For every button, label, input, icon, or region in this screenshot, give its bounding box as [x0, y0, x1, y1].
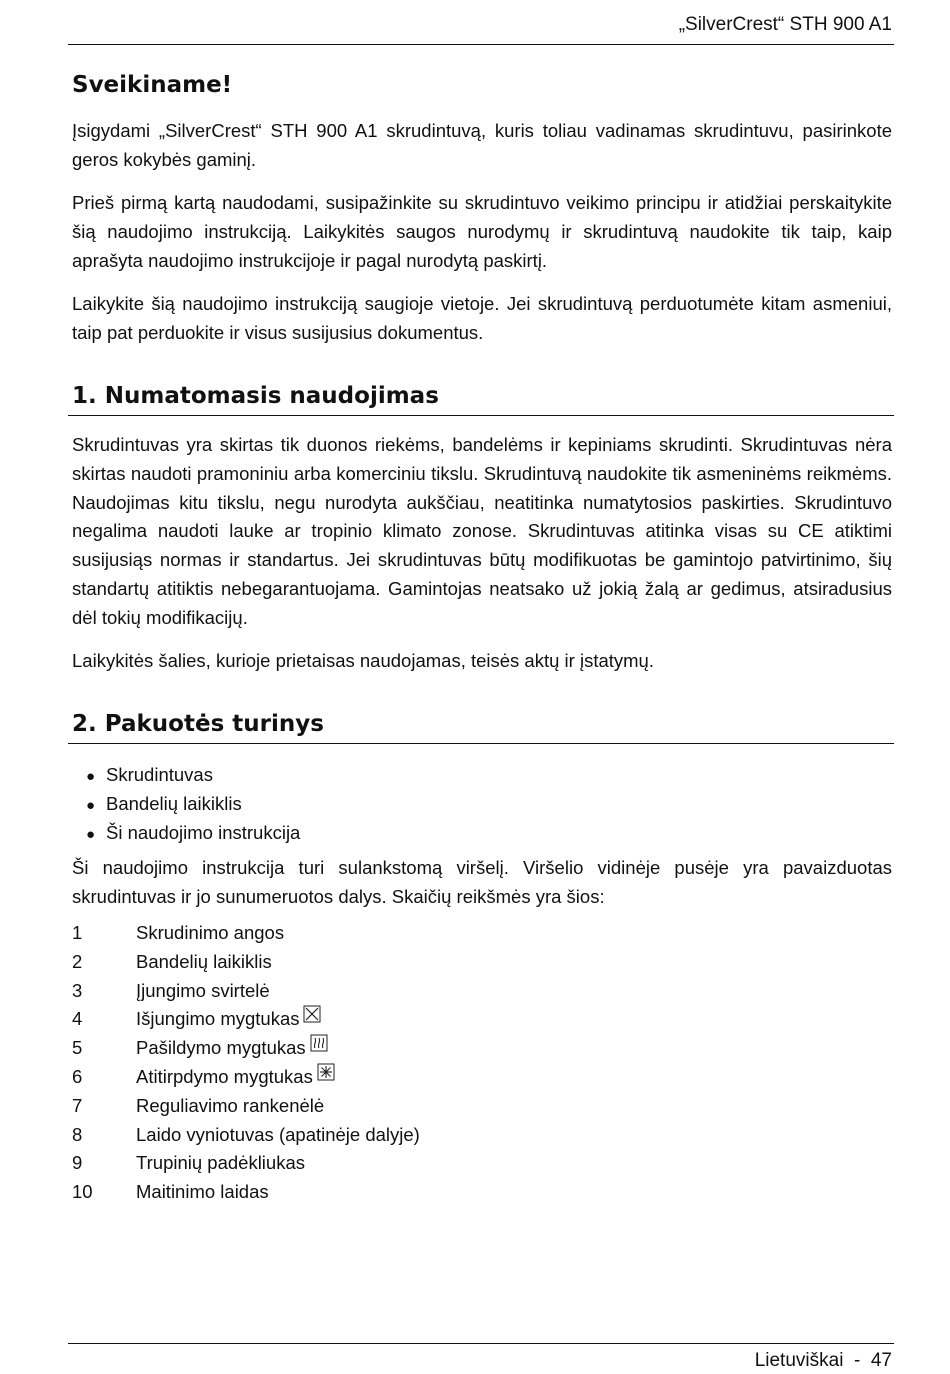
intro-paragraph-1: Įsigydami „SilverCrest“ STH 900 A1 skrudintuvą, kuris toliau vadinamas skrudintuvu, pasirinkote geros kokybės gaminį.	[72, 120, 892, 170]
part-number: 5	[72, 1037, 83, 1059]
bullet-icon: ●	[86, 768, 96, 785]
parts-list-item	[72, 1121, 420, 1150]
part-number: 2	[72, 950, 83, 972]
cancel-x-icon	[303, 1005, 321, 1023]
package-contents-list	[86, 760, 300, 847]
section-2-paragraph: Ši naudojimo instrukcija turi sulankstomą viršelį. Viršelio vidinėje pusėje yra pavaizduotas skrudintuvas ir jo sunumeruotos dalys. Skaičių reikšmės yra šios:	[72, 857, 892, 907]
defrost-snowflake-icon	[317, 1063, 335, 1081]
parts-list-item	[72, 1005, 420, 1034]
part-label: Atitirpdymo mygtukas	[136, 1065, 313, 1087]
list-item	[86, 818, 300, 847]
section-1-title: 1. Numatomasis naudojimas	[72, 383, 439, 409]
parts-list-item	[72, 1092, 420, 1121]
reheat-icon	[310, 1034, 328, 1052]
list-item	[86, 789, 300, 818]
part-label: Išjungimo mygtukas	[136, 1008, 300, 1030]
part-label: Įjungimo svirtelė	[136, 979, 270, 1001]
footer-rule	[68, 1343, 894, 1344]
intro-paragraph-3: Laikykite šią naudojimo instrukciją saugioje vietoje. Jei skrudintuvą perduotumėte kitam asmeniui, taip pat perduokite ir visus susijusius dokumentus.	[72, 293, 892, 343]
part-number: 8	[72, 1123, 83, 1145]
part-number: 9	[72, 1152, 83, 1174]
parts-list-item	[72, 1149, 420, 1178]
parts-list-item	[72, 919, 420, 948]
part-label: Skrudinimo angos	[136, 922, 285, 943]
section-1-rule	[68, 415, 894, 416]
part-label: Trupinių padėkliukas	[136, 1152, 305, 1174]
part-number: 4	[72, 1008, 83, 1030]
part-number: 1	[72, 922, 83, 943]
part-number: 3	[72, 979, 83, 1001]
list-item-label: Skrudintuvas	[106, 764, 213, 785]
section-1-paragraph-2: Laikykitės šalies, kurioje prietaisas naudojamas, teisės aktų ir įstatymų.	[72, 650, 654, 671]
parts-list-item	[72, 1034, 420, 1063]
part-label: Reguliavimo rankenėlė	[136, 1094, 325, 1116]
intro-title: Sveikiname!	[72, 72, 233, 98]
bullet-icon: ●	[86, 797, 96, 814]
section-1-paragraph-1: Skrudintuvas yra skirtas tik duonos riekėms, bandelėms ir kepiniams skrudinti. Skrudintuvas nėra skirtas naudoti pramoniniu arba komerciniu tikslu. Skrudintuvą naudokite tik asmeninėms reikmėms. Naudojimas kitu tikslu, negu nurodyta aukščiau, neatitinka numatytosios paskirties. Skrudintuvo negalima naudoti lauke ar tropinio klimato zonose. Skrudintuvas atitinka visas su CE atiktimi susijusiąs normas ir standartus. Jei skrudintuvas būtų modifikuotas be gamintojo patvirtinimo, šių standartų atitiktis nebegarantuojama. Gamintojas neatsako už jokią žalą ar gedimus, atsiradusius dėl tokių modifikacijų.	[72, 434, 892, 628]
bullet-icon: ●	[86, 826, 96, 843]
part-number: 6	[72, 1065, 83, 1087]
list-item	[86, 760, 300, 789]
list-item-label: Bandelių laikiklis	[106, 793, 242, 814]
parts-list-item	[72, 1178, 420, 1207]
part-label: Maitinimo laidas	[136, 1181, 269, 1203]
list-item-label: Ši naudojimo instrukcija	[106, 822, 301, 843]
section-2-rule	[68, 743, 894, 744]
part-label: Pašildymo mygtukas	[136, 1037, 306, 1059]
part-label: Bandelių laikiklis	[136, 950, 272, 972]
parts-list-item	[72, 977, 420, 1006]
part-label: Laido vyniotuvas (apatinėje dalyje)	[136, 1123, 420, 1145]
parts-list-item	[72, 948, 420, 977]
page-footer: Lietuviškai - 47	[754, 1350, 892, 1371]
section-2-title: 2. Pakuotės turinys	[72, 711, 324, 737]
parts-list-item	[72, 1063, 420, 1092]
intro-paragraph-2: Prieš pirmą kartą naudodami, susipažinkite su skrudintuvo veikimo principu ir atidžiai perskaitykite šią naudojimo instrukciją. Laikykitės saugos nurodymų ir skrudintuvą naudokite tik taip, kaip aprašyta naudojimo instrukcijoje ir pagal nurodytą paskirtį.	[72, 192, 892, 271]
running-head: „SilverCrest“ STH 900 A1	[678, 14, 892, 35]
parts-list	[72, 919, 420, 1207]
header-rule	[68, 44, 894, 45]
part-number: 7	[72, 1094, 83, 1116]
part-number: 10	[72, 1181, 93, 1203]
